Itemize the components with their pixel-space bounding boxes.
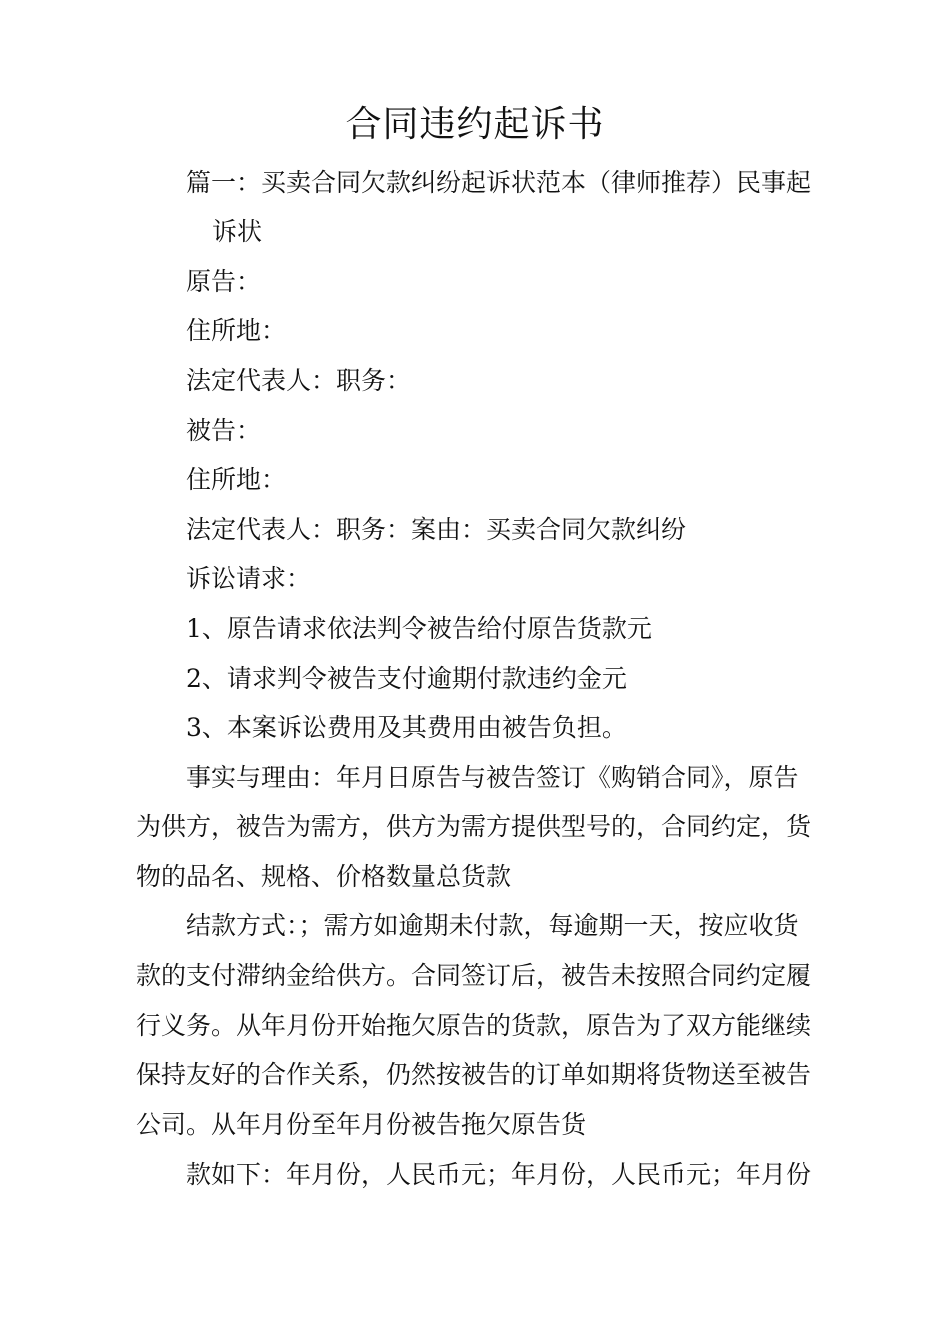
- text-line: 公司。从年月份至年月份被告拖欠原告货: [136, 1110, 587, 1139]
- text-line: 住所地：: [186, 465, 287, 494]
- text-line: 2、请求判令被告支付逾期付款违约金元: [186, 664, 627, 693]
- text-line: 1、原告请求依法判令被告给付原告货款元: [186, 614, 652, 643]
- text-line: 被告：: [186, 416, 262, 445]
- text-line: 为供方，被告为需方，供方为需方提供型号的，合同约定，货: [136, 812, 812, 841]
- text-line: 款的支付滞纳金给供方。合同签订后，被告未按照合同约定履: [136, 961, 812, 990]
- text-line: 款如下：年月份，人民币元；年月份，人民币元；年月份: [186, 1160, 812, 1189]
- text-line: 保持友好的合作关系，仍然按被告的订单如期将货物送至被告: [136, 1060, 812, 1089]
- text-line: 法定代表人：职务：: [186, 366, 412, 395]
- text-line: 事实与理由：年月日原告与被告签订《购销合同》，原告: [186, 763, 799, 792]
- text-line: 住所地：: [186, 316, 287, 345]
- text-line: 法定代表人：职务：案由：买卖合同欠款纠纷: [186, 515, 687, 544]
- text-line: 诉状: [212, 217, 263, 246]
- text-line: 篇一：买卖合同欠款纠纷起诉状范本（律师推荐）民事起: [186, 168, 812, 197]
- document-title: 合同违约起诉书: [345, 104, 605, 145]
- text-line: 结款方式：；需方如逾期未付款，每逾期一天，按应收货: [186, 911, 799, 940]
- text-line: 3、本案诉讼费用及其费用由被告负担。: [186, 713, 627, 742]
- text-line: 行义务。从年月份开始拖欠原告的货款，原告为了双方能继续: [136, 1011, 812, 1040]
- text-line: 原告：: [186, 267, 262, 296]
- text-line: 物的品名、规格、价格数量总货款: [136, 862, 512, 891]
- text-line: 诉讼请求：: [186, 564, 312, 593]
